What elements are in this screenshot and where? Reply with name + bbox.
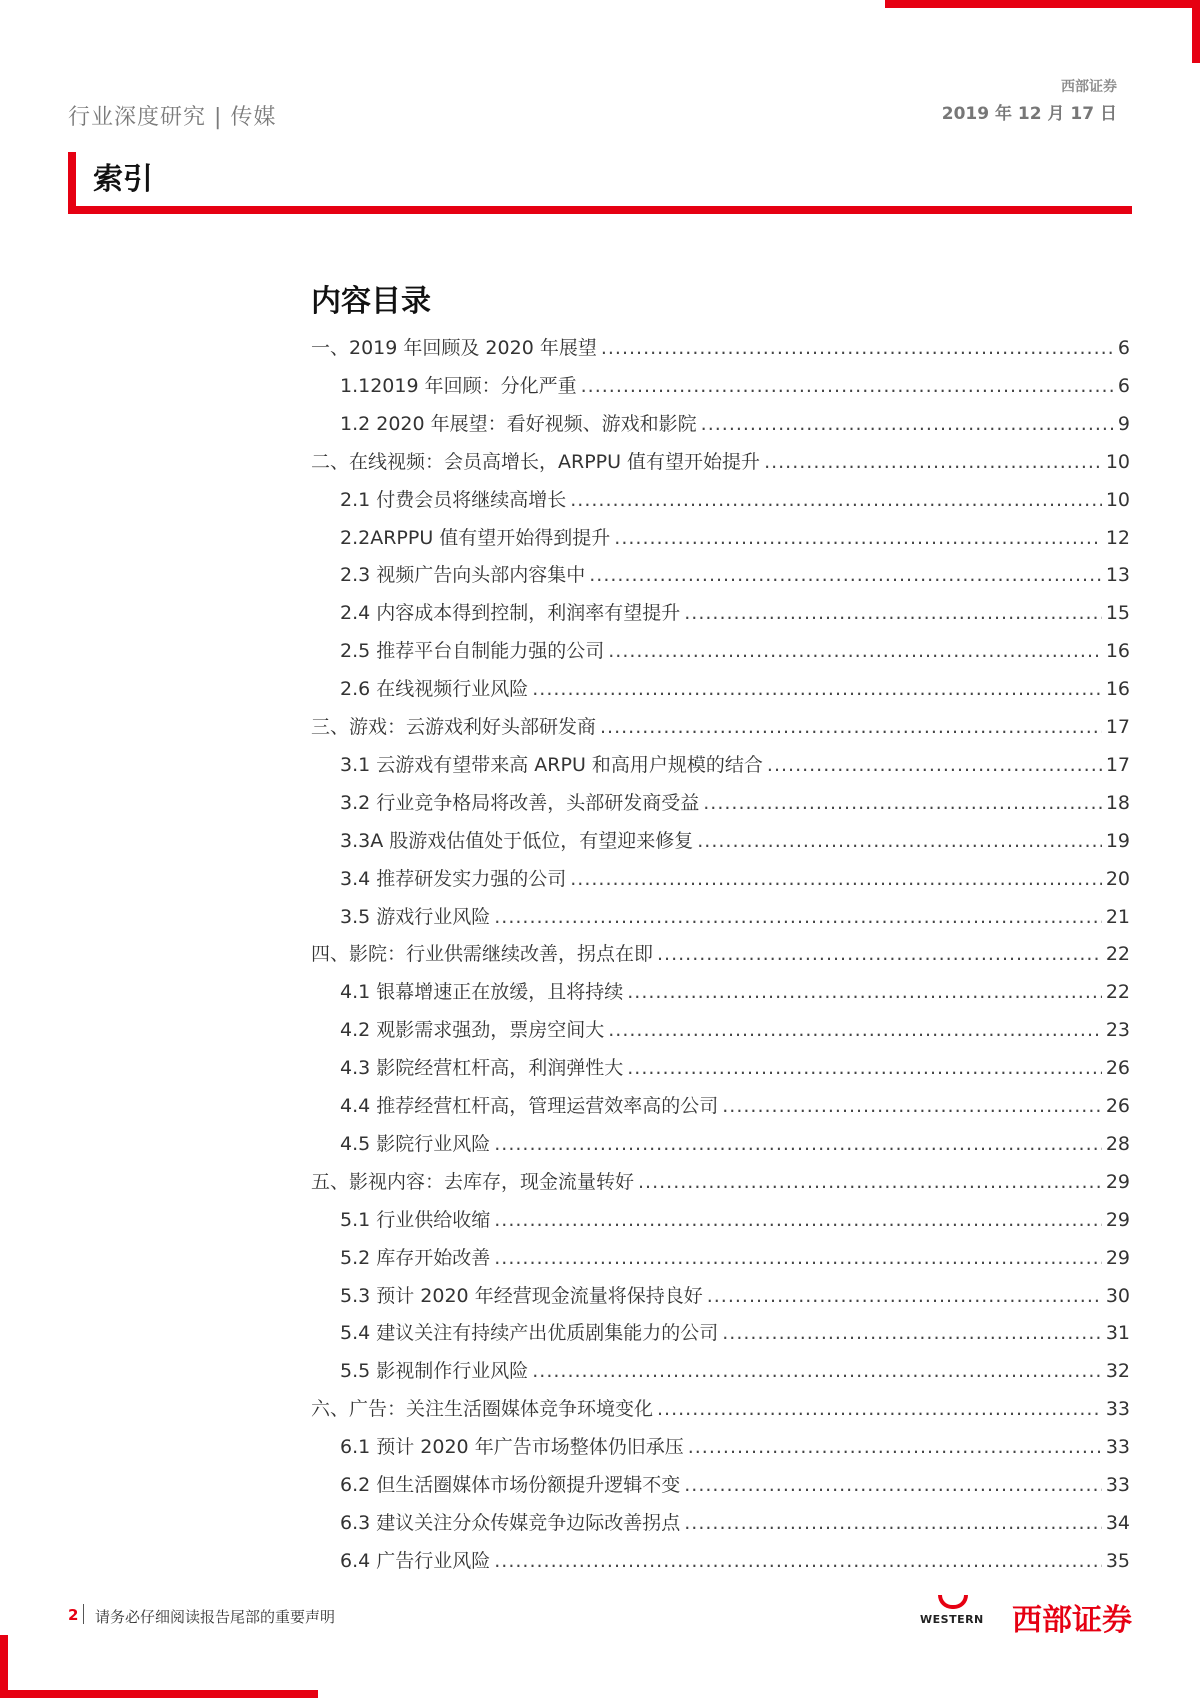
toc-entry[interactable] bbox=[0, 1546, 1130, 1576]
toc-entry-title: 3.5 游戏行业风险 bbox=[340, 905, 491, 928]
toc-leader-dots bbox=[638, 1171, 1102, 1193]
corner-decoration-bottom-vertical bbox=[0, 1635, 8, 1698]
toc-entry-page: 33 bbox=[1105, 1398, 1130, 1421]
toc-entry[interactable] bbox=[0, 523, 1130, 553]
toc-entry-title: 4.5 影院行业风险 bbox=[340, 1132, 491, 1155]
footer-disclaimer: 请务必仔细阅读报告尾部的重要声明 bbox=[95, 1608, 336, 1626]
toc-entry[interactable] bbox=[0, 1281, 1130, 1311]
toc-entry-title: 6.4 广告行业风险 bbox=[340, 1549, 491, 1572]
toc-entry[interactable] bbox=[0, 1318, 1130, 1348]
toc-entry-page: 20 bbox=[1105, 867, 1130, 890]
toc-entry-page: 6 bbox=[1117, 374, 1130, 397]
toc-entry-title: 4.4 推荐经营杠杆高，管理运营效率高的公司 bbox=[340, 1095, 719, 1117]
toc-entry[interactable] bbox=[0, 1205, 1130, 1235]
toc-entry-title: 5.5 影视制作行业风险 bbox=[340, 1360, 529, 1383]
toc-entry[interactable] bbox=[0, 1167, 1130, 1197]
toc-entry-page: 28 bbox=[1105, 1132, 1130, 1155]
toc-leader-dots bbox=[697, 830, 1102, 852]
toc-leader-dots bbox=[494, 1133, 1102, 1155]
toc-leader-dots bbox=[601, 337, 1114, 359]
header-brand: 西部证券 bbox=[1061, 79, 1117, 95]
toc-entry[interactable] bbox=[0, 1053, 1130, 1083]
toc-entry-title: 5.3 预计 2020 年经营现金流量将保持良好 bbox=[340, 1284, 703, 1307]
toc-entry-page: 35 bbox=[1105, 1549, 1130, 1572]
toc-leader-dots bbox=[494, 1550, 1102, 1572]
toc-entry-title: 1.12019 年回顾：分化严重 bbox=[340, 374, 577, 397]
toc-entry-title: 5.1 行业供给收缩 bbox=[340, 1208, 491, 1231]
toc-entry[interactable] bbox=[0, 1243, 1130, 1273]
toc-leader-dots bbox=[707, 1285, 1102, 1307]
toc-leader-dots bbox=[684, 1512, 1102, 1534]
toc-leader-dots bbox=[608, 640, 1102, 662]
toc-entry-title: 三、游戏：云游戏利好头部研发商 bbox=[311, 716, 597, 738]
toc-entry-title: 3.1 云游戏有望带来高 ARPU 和高用户规模的结合 bbox=[340, 753, 763, 776]
toc-entry[interactable] bbox=[0, 1394, 1130, 1424]
toc-entry-page: 9 bbox=[1117, 412, 1130, 435]
toc-leader-dots bbox=[614, 527, 1102, 549]
toc-entry[interactable] bbox=[0, 902, 1130, 932]
toc-leader-dots bbox=[600, 716, 1102, 738]
toc-entry-page: 29 bbox=[1105, 1208, 1130, 1231]
toc-leader-dots bbox=[627, 981, 1102, 1003]
toc-entry[interactable] bbox=[0, 1470, 1130, 1500]
toc-entry-page: 17 bbox=[1105, 716, 1130, 738]
toc-entry[interactable] bbox=[0, 485, 1130, 515]
toc-entry-title: 五、影视内容：去库存，现金流量转好 bbox=[311, 1170, 635, 1193]
toc-entry-title: 2.3 视频广告向头部内容集中 bbox=[340, 564, 586, 587]
toc-entry[interactable] bbox=[0, 1432, 1130, 1462]
toc-entry-page: 12 bbox=[1105, 526, 1130, 549]
toc-entry-title: 2.6 在线视频行业风险 bbox=[340, 678, 529, 701]
toc-entry-title: 3.3A 股游戏估值处于低位，有望迎来修复 bbox=[340, 829, 694, 852]
toc-entry-title: 5.2 库存开始改善 bbox=[340, 1246, 491, 1269]
toc-leader-dots bbox=[722, 1322, 1102, 1344]
toc-leader-dots bbox=[657, 1398, 1102, 1420]
toc-leader-dots bbox=[608, 1019, 1102, 1041]
toc-entry-title: 5.4 建议关注有持续产出优质剧集能力的公司 bbox=[340, 1322, 719, 1345]
toc-entry[interactable] bbox=[0, 447, 1130, 477]
toc-leader-dots bbox=[570, 868, 1102, 890]
toc-entry-page: 19 bbox=[1105, 829, 1130, 852]
toc-leader-dots bbox=[764, 451, 1102, 473]
footer-separator bbox=[83, 1604, 84, 1624]
toc-entry-page: 26 bbox=[1105, 1057, 1130, 1080]
toc-entry-title: 2.4 内容成本得到控制，利润率有望提升 bbox=[340, 602, 681, 625]
page-number: 2 bbox=[68, 1606, 79, 1624]
section-divider bbox=[68, 206, 1132, 214]
toc-entry[interactable] bbox=[0, 1015, 1130, 1045]
toc-entry-page: 22 bbox=[1105, 943, 1130, 966]
toc-entry-page: 13 bbox=[1105, 564, 1130, 587]
toc-entry-page: 17 bbox=[1105, 753, 1130, 776]
toc-leader-dots bbox=[581, 375, 1114, 397]
logo-english: WESTERN bbox=[920, 1613, 984, 1626]
toc-leader-dots bbox=[688, 1436, 1102, 1458]
toc-entry-page: 31 bbox=[1105, 1322, 1130, 1345]
toc-entry-title: 6.1 预计 2020 年广告市场整体仍旧承压 bbox=[340, 1436, 684, 1459]
toc-entry[interactable] bbox=[0, 826, 1130, 856]
toc-leader-dots bbox=[589, 564, 1102, 586]
toc-entry[interactable] bbox=[0, 1091, 1130, 1121]
toc-entry[interactable] bbox=[0, 333, 1130, 363]
toc-entry-title: 6.2 但生活圈媒体市场份额提升逻辑不变 bbox=[340, 1474, 681, 1496]
toc-entry-page: 34 bbox=[1105, 1511, 1130, 1534]
toc-entry-page: 15 bbox=[1105, 602, 1130, 625]
company-logo bbox=[920, 1595, 1132, 1638]
toc-entry-page: 18 bbox=[1105, 791, 1130, 814]
logo-chinese: 西部证券 bbox=[1012, 1603, 1132, 1638]
toc-entry-title: 4.3 影院经营杠杆高，利润弹性大 bbox=[340, 1057, 624, 1080]
report-category: 行业深度研究 | 传媒 bbox=[68, 105, 277, 130]
toc-leader-dots bbox=[532, 678, 1102, 700]
toc-entry[interactable] bbox=[0, 598, 1130, 628]
toc-entry-page: 26 bbox=[1105, 1095, 1130, 1117]
toc-entry[interactable] bbox=[0, 750, 1130, 780]
toc-entry[interactable] bbox=[0, 977, 1130, 1007]
toc-entry[interactable] bbox=[0, 560, 1130, 590]
toc-entry[interactable] bbox=[0, 636, 1130, 666]
toc-entry-page: 29 bbox=[1105, 1246, 1130, 1269]
toc-entry-page: 32 bbox=[1105, 1360, 1130, 1383]
toc-entry-title: 6.3 建议关注分众传媒竞争边际改善拐点 bbox=[340, 1511, 681, 1534]
toc-leader-dots bbox=[684, 1474, 1102, 1496]
toc-entry[interactable] bbox=[0, 1356, 1130, 1386]
toc-entry[interactable] bbox=[0, 1129, 1130, 1159]
toc-leader-dots bbox=[627, 1057, 1102, 1079]
toc-entry-title: 3.4 推荐研发实力强的公司 bbox=[340, 867, 567, 890]
corner-decoration-top-vertical bbox=[1192, 0, 1200, 63]
toc-entry-title: 一、2019 年回顾及 2020 年展望 bbox=[311, 337, 597, 359]
toc-entry-page: 16 bbox=[1105, 678, 1130, 701]
toc-leader-dots bbox=[701, 413, 1114, 435]
toc-leader-dots bbox=[657, 943, 1102, 965]
toc-entry[interactable] bbox=[0, 864, 1130, 894]
toc-entry-page: 6 bbox=[1117, 337, 1130, 359]
toc-entry[interactable] bbox=[0, 788, 1130, 818]
toc-entry[interactable] bbox=[0, 1508, 1130, 1538]
toc-entry-page: 33 bbox=[1105, 1474, 1130, 1496]
toc-entry-title: 四、影院：行业供需继续改善，拐点在即 bbox=[311, 943, 654, 966]
toc-entry[interactable] bbox=[0, 674, 1130, 704]
toc-leader-dots bbox=[767, 754, 1102, 776]
toc-entry-title: 六、广告：关注生活圈媒体竞争环境变化 bbox=[311, 1398, 654, 1421]
bull-horn-icon bbox=[938, 1595, 968, 1609]
toc-leader-dots bbox=[570, 489, 1102, 511]
toc-entry-page: 21 bbox=[1105, 905, 1130, 928]
section-marker bbox=[68, 152, 76, 214]
toc-entry-title: 4.1 银幕增速正在放缓，且将持续 bbox=[340, 981, 624, 1004]
toc-entry-page: 23 bbox=[1105, 1019, 1130, 1042]
toc-entry[interactable] bbox=[0, 939, 1130, 969]
toc-entry-page: 29 bbox=[1105, 1170, 1130, 1193]
toc-leader-dots bbox=[494, 1209, 1102, 1231]
toc-title: 内容目录 bbox=[311, 284, 431, 319]
toc-entry-page: 10 bbox=[1105, 488, 1130, 511]
toc-entry-title: 1.2 2020 年展望：看好视频、游戏和影院 bbox=[340, 412, 697, 435]
toc-leader-dots bbox=[494, 906, 1102, 928]
toc-entry-title: 2.1 付费会员将继续高增长 bbox=[340, 488, 567, 511]
toc-leader-dots bbox=[684, 602, 1102, 624]
toc-entry-page: 33 bbox=[1105, 1436, 1130, 1459]
toc-entry[interactable] bbox=[0, 371, 1130, 401]
toc-leader-dots bbox=[494, 1247, 1102, 1269]
toc-entry-title: 3.2 行业竞争格局将改善，头部研发商受益 bbox=[340, 791, 700, 814]
toc-leader-dots bbox=[703, 792, 1102, 814]
toc-entry-title: 2.5 推荐平台自制能力强的公司 bbox=[340, 640, 605, 663]
toc-entry-page: 10 bbox=[1105, 450, 1130, 473]
toc-entry-page: 30 bbox=[1105, 1284, 1130, 1307]
toc-entry-title: 4.2 观影需求强劲，票房空间大 bbox=[340, 1019, 605, 1042]
report-date: 2019 年 12 月 17 日 bbox=[941, 104, 1117, 124]
toc-entry[interactable] bbox=[0, 712, 1130, 742]
toc-entry-page: 22 bbox=[1105, 981, 1130, 1004]
toc-entry-title: 二、在线视频：会员高增长，ARPPU 值有望开始提升 bbox=[311, 450, 761, 473]
toc-leader-dots bbox=[722, 1095, 1102, 1117]
toc-leader-dots bbox=[532, 1360, 1102, 1382]
toc-entry-title: 2.2ARPPU 值有望开始得到提升 bbox=[340, 526, 611, 549]
toc-entry-page: 16 bbox=[1105, 640, 1130, 663]
corner-decoration-bottom bbox=[0, 1690, 318, 1698]
toc-entry[interactable] bbox=[0, 409, 1130, 439]
corner-decoration-top bbox=[885, 0, 1200, 8]
section-title: 索引 bbox=[93, 162, 153, 197]
